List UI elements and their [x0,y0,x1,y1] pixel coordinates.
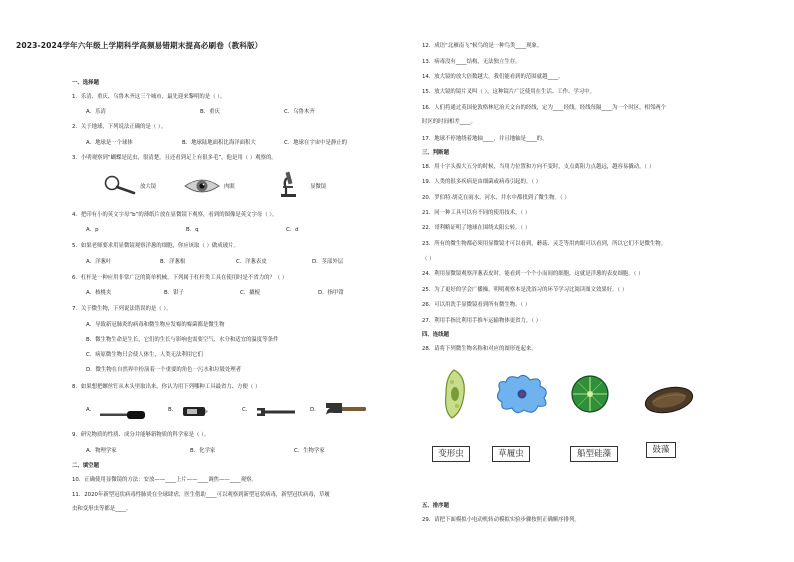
question-1: 1．乐清、重庆、乌鲁木齐这三个城市，最先迎来黎明的是（ ）。 [72,94,226,100]
box-cutter-image [182,403,208,422]
section-matching-heading: 四、连线题 [422,332,449,338]
q3-label-magnifier: 放大镜 [140,184,157,190]
q5-option-b: B．洋葱根 [160,259,186,265]
q9-option-b: B．化学家 [190,448,216,454]
q7-option-a: A．导致新冠肺炎的病毒和微生物应发霉的霉菌都是微生物 [86,322,225,328]
question-12: 12．成语“北雁南飞”候鸟的是一种鸟类____现象。 [422,43,543,49]
question-7: 7．关于微生物，下列说法错误的是（ ）。 [72,306,172,312]
q6-option-b: B．钳子 [164,290,184,296]
question-27: 27．利用手指比利用手推车运输物体更省力。（ ） [422,318,542,324]
q7-option-c: C．病原微生物只会使人体生，人类无法利用它们 [86,352,203,358]
q8-option-d-letter: D． [310,407,320,413]
claw-hammer-image [324,401,368,421]
question-2: 2．关于地球，下列说法正确的是（ ）。 [72,124,167,130]
question-8: 8．如果想把螺丝钉从木头里取出来，你认为用下列哪种工具最省力、方便（ ） [72,384,261,390]
section-judge-heading: 三、判断题 [422,150,449,156]
q1-option-a: A．乐清 [86,109,106,115]
q9-option-c: C．生物学家 [294,448,325,454]
name-box-paramecium[interactable]: 草履虫 [492,446,530,462]
microscope-image [277,170,299,202]
question-15: 15．放大镜的镜片叉叫（ ），这种镜片广泛使用在生活、工作、学习中。 [422,89,595,95]
q5-option-a: A．洋葱叶 [86,259,112,265]
desmid-image [644,386,694,418]
q5-option-d: D．茎部外层 [312,259,344,265]
q8-option-b-letter: B． [168,407,178,413]
question-18: 18．用十字头拔大五分的时候，当用力位置和方向不变时，支点离阻力点越远，越容易撬动。（ ） [422,164,655,170]
q9-option-a: A．物理学家 [86,448,117,454]
question-4: 4．把印有小的英文字母“b”的薄纸片放在显微镜下观察，看到的图像是英文字母（ ）。 [72,212,278,218]
question-11-line-2: 虫和变形虫等都是____。 [72,506,132,512]
amoeba-image [494,372,552,420]
question-5: 5．如果老师要求用显微镜观察洋葱的细胞，你应该取（ ）做成玻片。 [72,243,239,249]
diatom-image [570,374,610,418]
q7-option-d: D．微生物在自然界中扮演着一个重要的角色一污水和垃圾处理者 [86,367,242,373]
q1-option-c: C．乌鲁木齐 [284,109,315,115]
q4-option-c: C．d [286,227,299,233]
q2-option-a: A．地球是一个球体 [86,140,133,146]
question-22: 22．哥利略证明了地球在围绕太阳公转。（ ） [422,225,531,231]
q7-option-b: B．微生物生命是生长，它们的生长与影响也需要空气、水分和适宜的温度等条件 [86,337,279,343]
question-6: 6．杠杆是一种应用非常广泛的简单机械，下列属于杠杆类工具在使用时是不省力的？（ ） [72,275,288,281]
name-box-diatom[interactable]: 船型硅藻 [570,446,618,462]
q8-option-a-letter: A． [86,407,96,413]
question-21: 21．同一种工具可以有不同的使用技术。（ ） [422,210,531,216]
question-14: 14．放大镜的放大倍数越大，我们能看到的范围就越____。 [422,74,564,80]
page-title: 2023-2024学年六年级上学期科学高频易错期末提高必刷卷（教科版） [16,41,263,50]
question-11-line-1: 11．2020年新型冠状病毒性肺炎在全球肆虐，医生借助____可以观察到新型冠状病毒，新型冠状病毒，草履 [72,492,330,498]
q6-option-c: C．撬棍 [240,290,260,296]
question-23-line-2: （ ） [422,256,435,262]
question-3: 3．小明观察到“蝴蝶是昆虫，很清楚，且还看到足上有很多毛”，他是用（ ）观察的。 [72,155,277,161]
question-20: 20．罗伯特·胡克在雨水、河水、井水中都找到了微生物。（ ） [422,195,570,201]
q2-option-b: B．地球陆地面积比海洋面积大 [182,140,256,146]
q3-label-microscope: 显微镜 [310,184,327,190]
q1-option-b: B．重庆 [200,109,220,115]
question-25: 25．为了更好的学会广播操，明明观察本是洗浴习的环节学习比阅读图文效果好。（ ） [422,287,628,293]
q6-option-a: A．核桃夹 [86,290,112,296]
question-9: 9．研究物质的性质、成分并能够新物质的科学家是（ ）。 [72,432,210,438]
wrench-image [255,403,299,422]
question-29: 29．请把下面模拟小电动机转动模拟实验步骤按照正确顺序排列。 [422,517,580,523]
question-10: 10．正确使用显微镜的方法：安放——____上片——____调焦——____观察。 [72,477,257,483]
name-box-amoeba[interactable]: 变形虫 [432,446,470,462]
question-13: 13．病毒没有____结构，无法独立生存。 [422,59,521,65]
question-16-line-1: 16．人们将通过英国伦敦格林尼治天文台的经线，定为____经线。经线每隔____为一个时区，相邻两个 [422,105,667,111]
question-16-line-2: 时区的时间相差____。 [422,119,476,125]
q3-label-eye: 肉眼 [224,184,235,190]
magnifier-image [102,175,136,199]
question-17: 17．地球不停地绕着地轴____，并且地轴是____的。 [422,136,548,142]
question-24: 24．利用显微镜观察洋葱表皮时，能看到一个个小而间的细胞，这就是洋葱的表皮细胞。（ ） [422,271,644,277]
question-19: 19．人类的很多疾病是由细菌或病毒引起的。（ ） [422,179,542,185]
paramecium-image [440,368,472,424]
q4-option-a: A．p [86,227,99,233]
name-box-desmid[interactable]: 鼓藻 [646,442,676,458]
section-ordering-heading: 五、排序题 [422,503,449,509]
eye-image [184,177,220,199]
question-23-line-1: 23．所有的微生物都必须用显微镜才可以看到，蘑菇、灵芝等用肉眼可以看到，所以它们不是微生物。 [422,241,667,247]
q4-option-b: B．q [186,227,199,233]
screwdriver-image [100,405,146,424]
q2-option-c: C．地球在宇宙中是静止的 [284,140,348,146]
q5-option-c: C．洋葱表皮 [236,259,267,265]
section-choice-heading: 一、选择题 [72,80,99,86]
question-28: 28．请将下列微生物名称和对应的图形连起来。 [422,346,537,352]
section-fill-heading: 二、填空题 [72,463,99,469]
question-26: 26．可以用洗手显微镜看到所有微生物。（ ） [422,302,531,308]
q8-option-c-letter: C． [242,407,252,413]
q6-option-d: D．指甲钳 [318,290,344,296]
